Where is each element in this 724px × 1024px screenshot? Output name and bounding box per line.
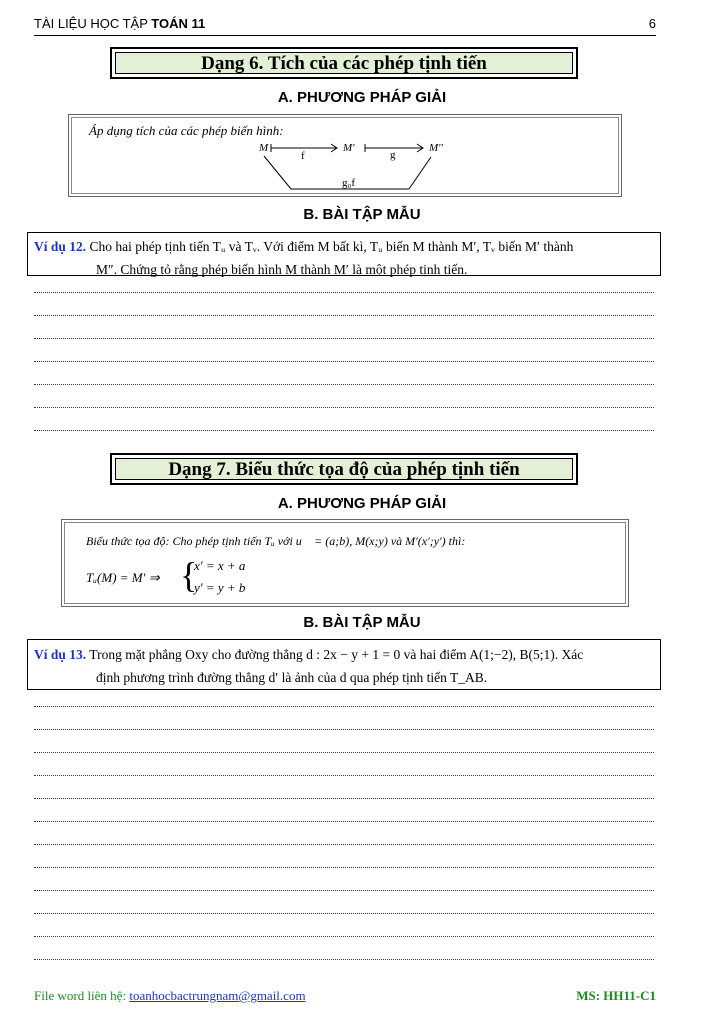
section7-title: Dạng 7. Biểu thức tọa độ của phép tịnh tiến (115, 458, 573, 480)
diagram-point-m: M (259, 142, 269, 154)
answer-line (34, 752, 654, 753)
page-number: 6 (648, 16, 656, 31)
section7-title-box (110, 453, 578, 485)
section7-example-heading: B. BÀI TẬP MẪU (303, 614, 421, 631)
footer-code: MS: HH11-C1 (576, 988, 656, 1003)
page-header (34, 13, 656, 36)
formula-eq2: y′ = y + b (194, 580, 246, 595)
page-footer (34, 988, 656, 1004)
answer-line (34, 798, 654, 799)
answer-line (34, 706, 654, 707)
section6-title-box (110, 47, 578, 79)
answer-line (34, 890, 654, 891)
diagram-left-slant (264, 156, 291, 189)
answer-line (34, 407, 654, 408)
answer-line (34, 729, 654, 730)
example-13-line2: định phương trình đường thẳng d′ là ảnh của d qua phép tịnh tiến T_AB. (96, 670, 488, 685)
answer-line (34, 844, 654, 845)
answer-line (34, 384, 654, 385)
section6-method-box (68, 114, 622, 197)
example-13-label: Ví dụ 13. (34, 647, 87, 662)
answer-line (34, 775, 654, 776)
example-13-box (27, 639, 661, 690)
header-title: TÀI LIỆU HỌC TẬP TOÁN 11 (34, 16, 206, 31)
diagram-label-gof: g₀f (342, 177, 355, 189)
answer-line (34, 361, 654, 362)
answer-line (34, 867, 654, 868)
diagram-point-m2: M'' (429, 142, 443, 154)
example-12-label: Ví dụ 12. (34, 239, 87, 254)
section6-method-heading: A. PHƯƠNG PHÁP GIẢI (277, 89, 447, 106)
section7-method-heading: A. PHƯƠNG PHÁP GIẢI (277, 495, 447, 512)
formula-lhs: Tᵤ(M) = M′ ⇒ (86, 570, 160, 585)
section7-method-box (61, 519, 629, 607)
example-13-line1: Ví dụ 13. Trong mặt phẳng Oxy cho đường thẳng d : 2x − y + 1 = 0 và hai điểm A(1;−2), B(5;1). Xác (34, 647, 584, 662)
formula-eq1: x′ = x + a (194, 558, 246, 573)
section6-example-heading: B. BÀI TẬP MẪU (303, 206, 421, 223)
example-12-line2: M″. Chứng tỏ rằng phép biến hình M thành M′ là một phép tịnh tiến. (96, 262, 468, 277)
example-12-line1: Ví dụ 12. Cho hai phép tịnh tiến Tᵤ và Tᵥ. Với điểm M bất kì, Tᵤ biến M thành M′, Tᵥ biến M′ thành (34, 239, 574, 254)
brace-icon: { (180, 555, 198, 595)
diagram-right-slant (409, 157, 431, 189)
diagram-point-m1: M' (343, 142, 355, 154)
section6-title: Dạng 6. Tích của các phép tịnh tiến (115, 52, 573, 74)
header-subject: TOÁN 11 (151, 16, 206, 31)
diagram-label-f: f (301, 150, 305, 162)
answer-line (34, 430, 654, 431)
example-12-box (27, 232, 661, 276)
answer-line (34, 913, 654, 914)
footer-label: File word liên hệ: (34, 988, 130, 1003)
section6-method-text: Áp dụng tích của các phép biến hình: (89, 123, 284, 138)
answer-line (34, 292, 654, 293)
footer-email-link[interactable]: toanhocbactrungnam@gmail.com (129, 988, 306, 1003)
answer-line (34, 315, 654, 316)
answer-line (34, 821, 654, 822)
answer-line (34, 338, 654, 339)
answer-line (34, 959, 654, 960)
answer-line (34, 936, 654, 937)
diagram-label-g: g (390, 149, 396, 161)
composition-diagram (69, 115, 621, 196)
section7-method-line1: Biểu thức tọa độ: Cho phép tịnh tiến Tᵤ với u⃗ = (a;b), M(x;y) và M′(x′;y′) thì: (86, 534, 466, 548)
